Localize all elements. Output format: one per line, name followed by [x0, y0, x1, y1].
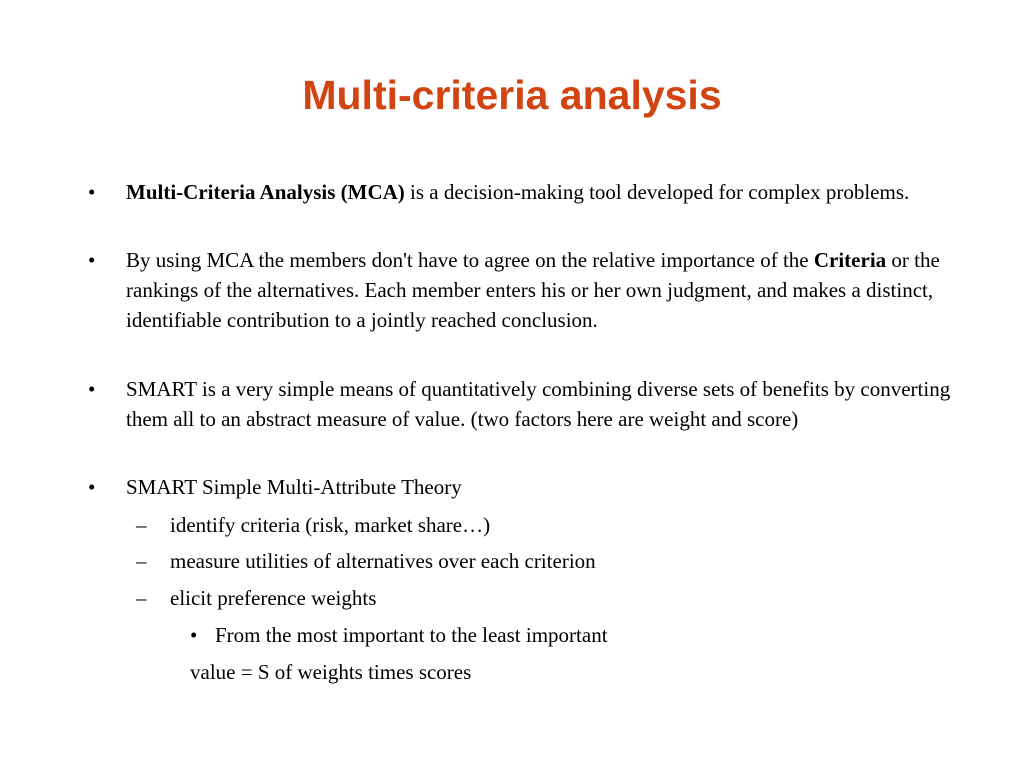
sub-bullet-marker: – [136, 513, 147, 537]
bullet-marker: • [88, 180, 96, 204]
sub-bullet-marker: – [136, 549, 147, 573]
bullet-text: SMART is a very simple means of quantitatively combining diverse sets of benefits by converting them all to an abstract measure of value. (two factors here are weight and score) [126, 377, 951, 431]
sub-sub-bullet-marker: • [190, 623, 198, 647]
bold-term-criteria: Criteria [813, 248, 887, 272]
bullet-text-start: By using MCA the members don't have to agree on the relative importance of the [126, 248, 814, 272]
bullet-text [126, 245, 986, 335]
bullet-text [126, 177, 986, 207]
bullet-text-rest: is a decision-making tool developed for complex problems. [404, 180, 910, 204]
bullet-text: SMART Simple Multi-Attribute Theory [126, 475, 462, 499]
sub-bullet-text: measure utilities of alternatives over each criterion [170, 549, 596, 573]
sub-bullet-text: identify criteria (risk, market share…) [170, 513, 491, 537]
slide-title: Multi-criteria analysis [302, 72, 722, 118]
formula-text: value = S of weights times scores [190, 660, 472, 684]
sub-bullet-text: elicit preference weights [170, 586, 377, 610]
bullet-marker: • [88, 377, 96, 401]
bold-term-mca: Multi-Criteria Analysis (MCA) [126, 180, 405, 204]
sub-bullet-marker: – [136, 586, 147, 610]
bullet-marker: • [88, 475, 96, 499]
bullet-text-rest: or the rankings of the alternatives. Each member enters his or her own judgment, and makes a distinct, identifiable contribution to a jointly reached conclusion. [126, 248, 940, 332]
sub-sub-bullet-text: From the most important to the least important [215, 623, 608, 647]
bullet-marker: • [88, 248, 96, 272]
